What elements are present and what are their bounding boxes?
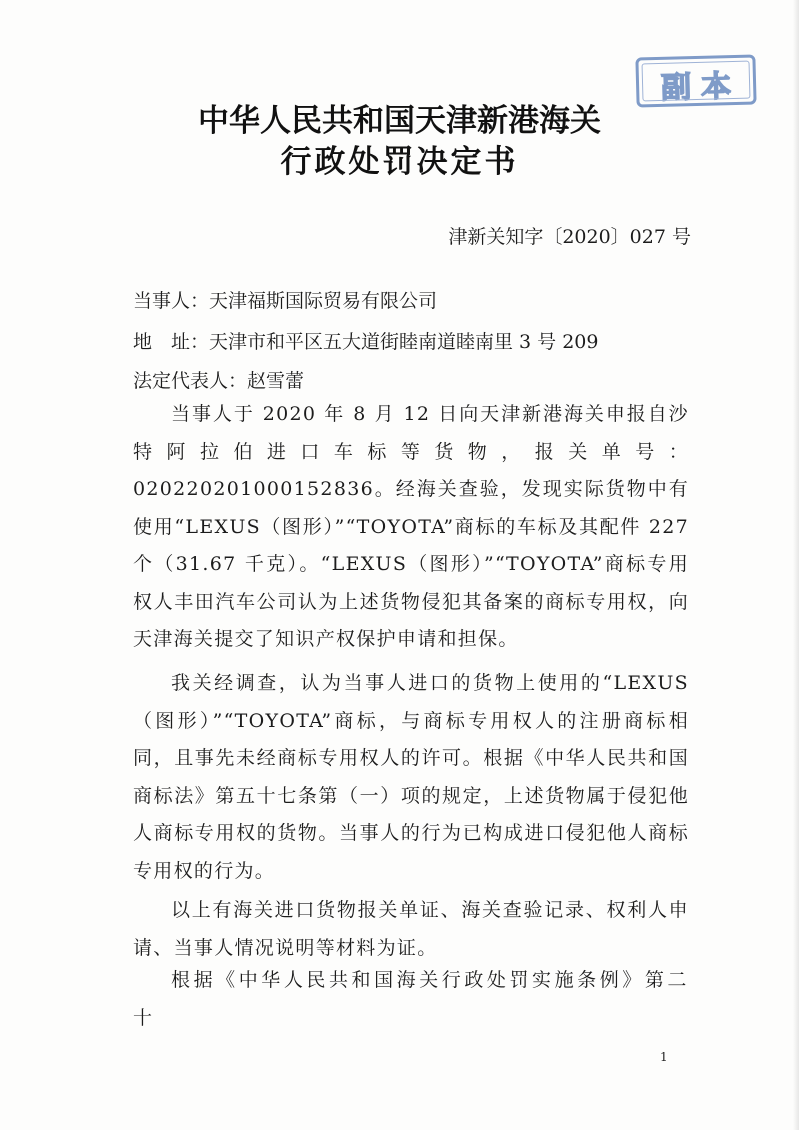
evidence-paragraph: 以上有海关进口货物报关单证、海关查验记录、权利人申请、当事人情况说明等材料为证。 (133, 899, 689, 959)
page-number: 1 (660, 1050, 668, 1064)
document-number: 津新关知字〔2020〕027 号 (448, 226, 691, 248)
party-label: 当事人： (133, 290, 210, 312)
document-title-line2: 行政处罚决定书 (280, 144, 519, 180)
address-line (133, 330, 599, 354)
basis-paragraph: 根据《中华人民共和国海关行政处罚实施条例》第二十 (133, 969, 689, 1029)
party-line (133, 289, 437, 313)
address-label: 地 址： (133, 331, 210, 353)
legal-representative-name: 赵雪蕾 (247, 370, 305, 392)
copy-stamp-text: 副本 (660, 68, 742, 106)
party-name: 天津福斯国际贸易有限公司 (209, 290, 438, 312)
document-title-line1: 中华人民共和国天津新港海关 (198, 103, 601, 139)
investigation-paragraph: 我关经调查，认为当事人进口的货物上使用的“LEXUS（图形）”“TOYOTA”商标，与商标专用权人的注册商标相同，且事先未经商标专用权人的许可。根据《中华人民共和国商标法》第五十七条第（一）项的规定，上述货物属于侵犯他人商标专用权的货物。当事人的行为已构成进口侵犯他人商标专用权的行为。 (133, 672, 689, 882)
legal-representative-line (133, 369, 304, 393)
facts-paragraph: 当事人于 2020 年 8 月 12 日向天津新港海关申报自沙特阿拉伯进口车标等货物，报关单号：020220201000152836。经海关查验，发现实际货物中有使用“LEXUS（图形）”“TOYOTA”商标的车标及其配件 227 个（31.67 千克）。“LEXUS（图形）”“TOYOTA”商标专用权人丰田汽车公司认为上述货物侵犯其备案的商标专用权，向天津海关提交了知识产权保护申请和担保。 (133, 403, 689, 650)
address-value: 天津市和平区五大道街睦南道睦南里 3 号 209 (209, 331, 599, 353)
legal-representative-label: 法定代表人： (133, 370, 248, 392)
